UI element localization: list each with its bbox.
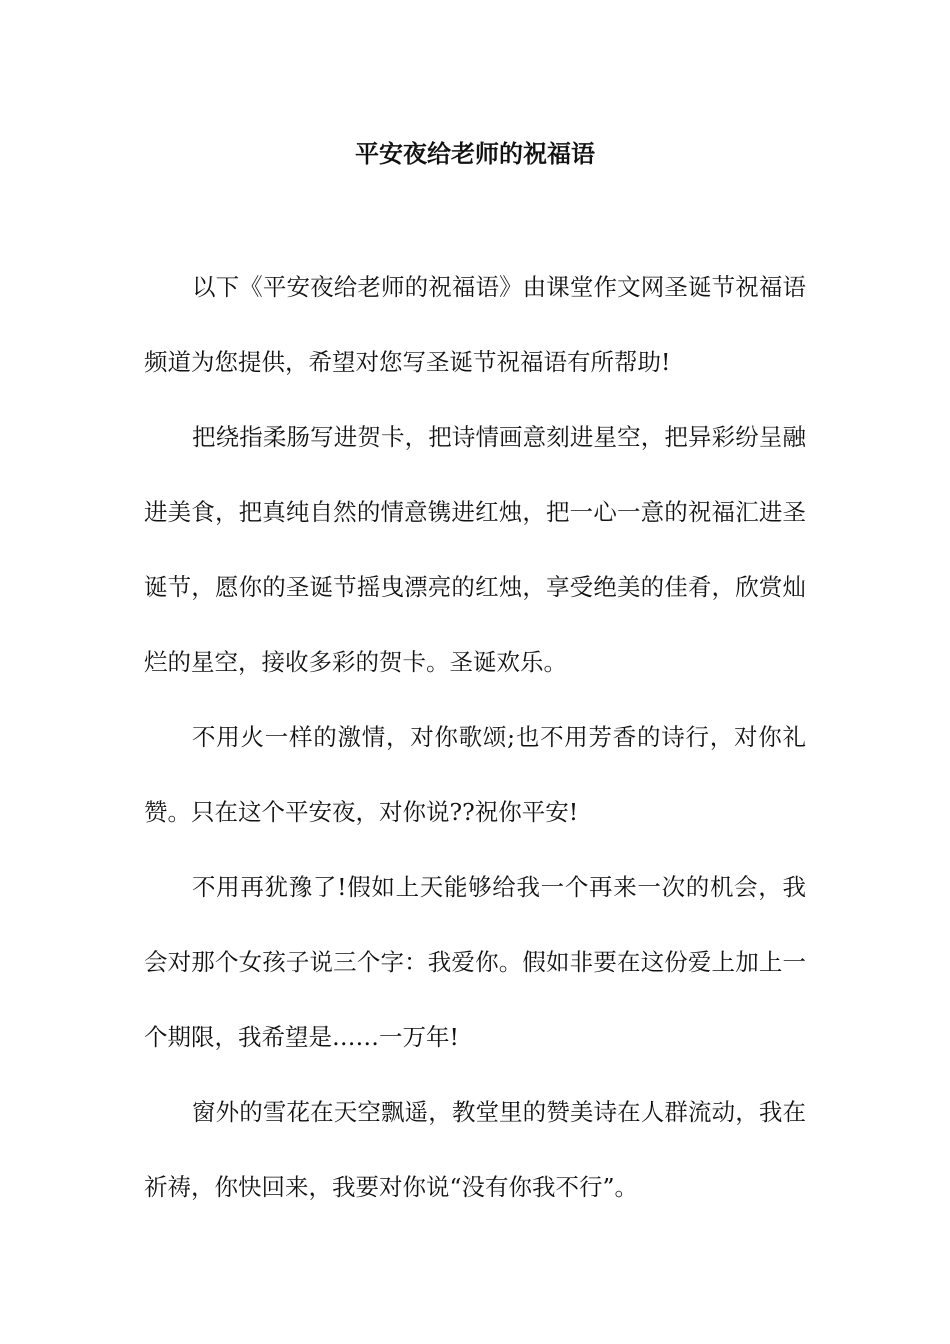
- document-body: [144, 250, 806, 1225]
- paragraph-love: 不用再犹豫了!假如上天能够给我一个再来一次的机会，我会对那个女孩子说三个字：我爱你。假如非要在这份爱上加上一个期限，我希望是……一万年!: [144, 873, 806, 1051]
- paragraph-snow: 窗外的雪花在天空飘遥，教堂里的赞美诗在人群流动，我在祈祷，你快回来，我要对你说“没有你我不行”。: [144, 1098, 806, 1201]
- document-title: 平安夜给老师的祝福语: [355, 139, 595, 168]
- paragraph-greeting-card: 把绕指柔肠写进贺卡，把诗情画意刻进星空，把异彩纷呈融进美食，把真纯自然的情意镌进红烛，把一心一意的祝福汇进圣诞节，愿你的圣诞节摇曳漂亮的红烛，享受绝美的佳肴，欣赏灿烂的星空，接收多彩的贺卡。圣诞欢乐。: [144, 423, 806, 676]
- paragraph-intro: 以下《平安夜给老师的祝福语》由课堂作文网圣诞节祝福语频道为您提供，希望对您写圣诞节祝福语有所帮助!: [144, 273, 806, 376]
- paragraph-peace: 不用火一样的激情，对你歌颂;也不用芳香的诗行，对你礼赞。只在这个平安夜，对你说??祝你平安!: [144, 723, 806, 826]
